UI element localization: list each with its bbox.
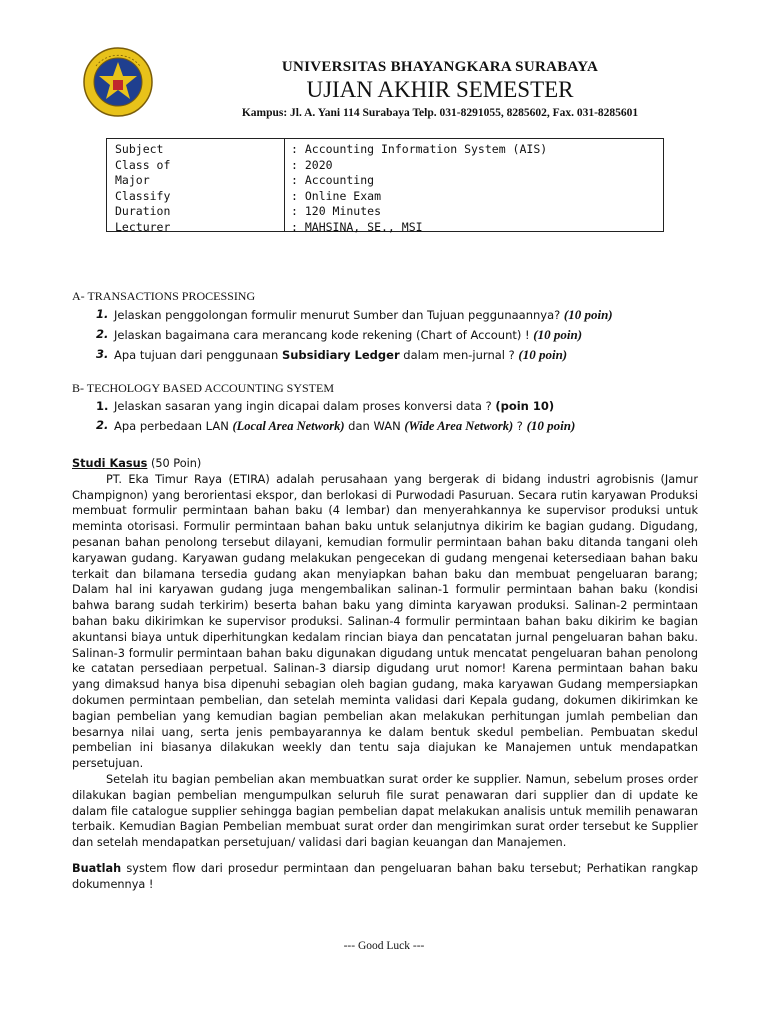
section-a	[72, 288, 712, 365]
question-text: dalam men-jurnal ?	[403, 348, 515, 362]
question-text: dan WAN	[348, 419, 401, 433]
exam-header	[170, 58, 710, 121]
question-text: Apa tujuan dari penggunaan	[114, 348, 279, 362]
question-text: Apa perbedaan LAN	[114, 419, 229, 433]
question-term: Subsidiary Ledger	[281, 348, 400, 362]
question-a1	[72, 305, 712, 325]
question-points: (10 poin)	[518, 347, 568, 362]
info-values	[285, 139, 663, 234]
exam-info-table	[106, 138, 664, 232]
info-label: Classify	[115, 188, 171, 203]
question-number: 2.	[96, 418, 109, 432]
question-points: (10 poin)	[526, 418, 576, 433]
question-points: (10 poin)	[563, 307, 613, 322]
case-paragraph-2: Setelah itu bagian pembelian akan membuatkan surat order ke supplier. Namun, sebelum proses order dilakukan bagian pembelian mengumpulkan seluruh file surat penawaran dari supplier dan di update ke dalam file catalogue supplier sehingga bagian pembelian dapat melakukan analisis untuk memilih penawaran terbaik. Kemudian Bagian Pembelian membuat surat order dan mengirimkan surat order tersebut ke Supplier dan setelah mendapatkan persetujuan/ validasi dari bagian keuangan dan Manajemen.	[72, 772, 698, 850]
case-study	[72, 456, 698, 893]
question-b1	[72, 397, 712, 416]
info-value: : 2020	[291, 157, 333, 172]
info-labels	[107, 139, 285, 234]
case-study-heading	[72, 456, 698, 472]
question-a3	[72, 345, 712, 365]
question-number: 1.	[96, 307, 109, 321]
question-text: ?	[516, 419, 523, 433]
question-text: Jelaskan bagaimana cara merancang kode rekening (Chart of Account) !	[114, 328, 530, 342]
case-paragraph-1: PT. Eka Timur Raya (ETIRA) adalah perusahaan yang bergerak di bidang industri agrobisnis (Jamur Champignon) yang berorientasi ekspor, dan berlokasi di Purwodadi Pasuruan. Secara rutin karyawan Produksi membuat formulir permintaan bahan baku (4 lembar) dan menyerahkannya ke supervisor produksi untuk meminta otorisasi. Formulir permintaan bahan baku untuk selanjutnya dikirim ke bagian gudang. Digudang, pesanan bahan penolong tersebut dilayani, kemudian formulir permintaan bahan baku ditanda tangani oleh karyawan gudang. Karyawan gudang melakukan pengecekan di gudang mengenai ketersediaan bahan baku terkait dan bilamana tersedia gudang akan menyiapkan bahan baku dan membuat pengeluaran barang; Dalam hal ini karyawan gudang juga mengembalikan salinan-1 formulir permintaan bahan baku (kondisi bahwa barang sudah terkirim) beserta bahan baku yang diminta karyawan produksi. Salinan-2 permintaan bahan baku dikirimkan ke supervisor produksi. Salinan-4 formulir permintaan bahan baku dikirim ke bagian akuntansi biaya untuk diperhitungkan kedalam rincian biaya dan pencatatan jurnal pengeluaran bahan baku. Salinan-3 formulir permintaan bahan baku digunakan digudang untuk mencatat pengeluaran bahan penolong ke catatan persediaan perpetual. Salinan-3 diarsip digudang urut nomor! Karena permintaan bahan baku yang dimaksud hanya bisa dipenuhi sebagian oleh bagian gudang, maka karyawan Gudang mempersiapkan dokumen permintaan pembelian, dan setelah meminta validasi dari Kepala gudang, dokumen dikirimkan ke bagian pembelian yang kemudian bagian pembelian akan melakukan perhitungan jumlah pembelian dan besarnya nilai uang, serta jenis pembayarannya ke dalam bentuk skedul pembelian. Pembuatan skedul pembelian ini biasanya dilakukan weekly dan tentu saja diajukan ke Manajemen untuk mendapatkan persetujuan.	[72, 472, 698, 771]
task-keyword: Buatlah	[72, 861, 122, 875]
question-text: Jelaskan sasaran yang ingin dicapai dalam proses konversi data ?	[114, 399, 492, 413]
info-value: : Online Exam	[291, 188, 382, 203]
info-label: Duration	[115, 204, 171, 219]
question-number: 2.	[96, 327, 109, 341]
question-number: 3.	[96, 347, 109, 361]
info-value: : Accounting	[291, 173, 375, 188]
campus-address: Kampus: Jl. A. Yani 114 Surabaya Telp. 031-8291055, 8285602, Fax. 031-8285601	[241, 107, 639, 119]
info-value: : 120 Minutes	[291, 204, 382, 219]
info-label: Subject	[115, 142, 164, 156]
university-name: UNIVERSITAS BHAYANGKARA SURABAYA	[281, 59, 599, 75]
case-study-title: Studi Kasus	[72, 457, 148, 470]
section-b	[72, 380, 712, 436]
info-label: Lecturer	[115, 219, 171, 234]
question-a2	[72, 325, 712, 345]
info-value: : MAHSINA, SE., MSI	[291, 219, 423, 234]
case-task	[72, 861, 698, 893]
question-number: 1.	[96, 399, 109, 413]
exam-title: UJIAN AKHIR SEMESTER	[306, 77, 574, 102]
case-study-points: (50 Poin)	[150, 457, 202, 470]
section-a-title: A- TRANSACTIONS PROCESSING	[72, 289, 256, 303]
question-term: (Local Area Network)	[232, 419, 345, 433]
footer-good-luck: --- Good Luck ---	[343, 940, 425, 952]
question-b2	[72, 416, 712, 436]
question-points: (poin 10)	[495, 399, 555, 413]
task-text: system flow dari prosedur permintaan dan pengeluaran bahan baku tersebut; Perhatikan rangkap dokumennya !	[72, 861, 699, 891]
question-term: (Wide Area Network)	[404, 419, 514, 433]
section-b-title: B- TECHOLOGY BASED ACCOUNTING SYSTEM	[72, 381, 335, 395]
university-logo	[82, 46, 154, 118]
info-label: Major	[115, 173, 150, 188]
info-value: : Accounting Information System (AIS)	[291, 142, 548, 156]
info-label: Class of	[115, 157, 171, 172]
question-points: (10 poin)	[533, 327, 583, 342]
question-text: Jelaskan penggolongan formulir menurut Sumber dan Tujuan peggunaannya?	[114, 308, 561, 322]
